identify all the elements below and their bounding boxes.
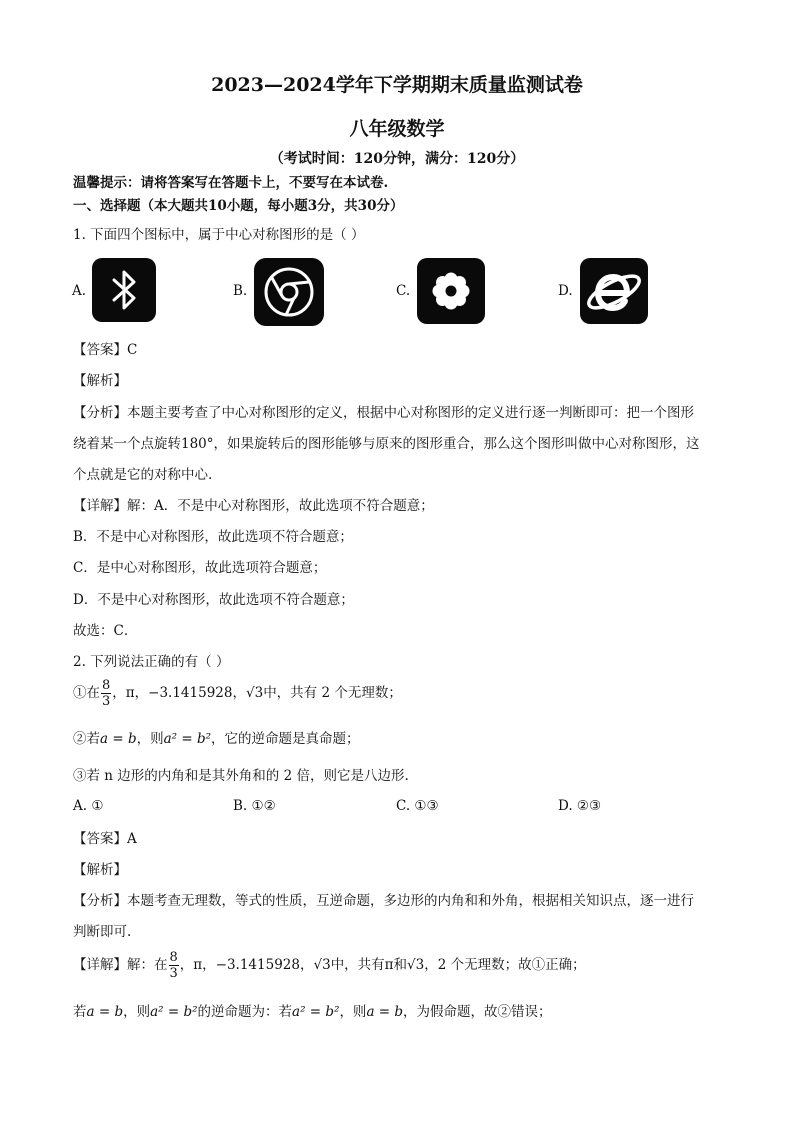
- q2-statement-1: ①在 $\frac{8}{3}$ ，π，−3.1415928，√3中，共有 2 个无理数；: [73, 678, 402, 709]
- exam-title: 2023—2024学年下学期期末质量监测试卷: [211, 74, 583, 96]
- q1-fenxi-line-1: 【分析】本题主要考查了中心对称图形的定义，根据中心对称图形的定义进行逐一判断即可：把一个图形: [73, 405, 694, 421]
- q2-fenxi-line-2: 判断即可.: [73, 924, 132, 940]
- q1-detail-line-1: 【详解】解：A．不是中心对称图形，故此选项不符合题意；: [73, 498, 434, 514]
- q2-statement-2: ②若a = b，则a² = b²，它的逆命题是真命题；: [73, 731, 360, 747]
- chrome-icon: [254, 258, 324, 326]
- internet-explorer-icon: [580, 258, 648, 324]
- q2-answer: 【答案】A: [73, 831, 137, 847]
- q2-detail-line-1: 【详解】解：在 $\frac{8}{3}$ ，π，−3.1415928，√3中，共有π和√3，2 个无理数；故①正确；: [73, 950, 586, 981]
- q2-option-b: B. ①②: [233, 798, 276, 814]
- q1-conclusion: 故选：C．: [73, 623, 138, 639]
- section-heading: 一、选择题（本大题共10小题，每小题3分，共30分）: [73, 198, 404, 214]
- q1-fenxi-line-3: 个点就是它的对称中心.: [73, 467, 213, 483]
- q2-statement-3: ③若 n 边形的内角和是其外角和的 2 倍，则它是八边形.: [73, 768, 409, 784]
- option-b-label: B.: [233, 283, 248, 299]
- exam-info: （考试时间：120分钟，满分：120分）: [269, 151, 525, 167]
- notice: 温馨提示：请将答案写在答题卡上，不要写在本试卷.: [73, 175, 389, 191]
- option-d-label: D.: [558, 283, 573, 299]
- option-a-label: A.: [72, 283, 87, 299]
- fraction-8-3: $\frac{8}{3}$: [169, 950, 178, 981]
- q1-analysis-tag: 【解析】: [73, 373, 127, 389]
- q2-analysis-tag: 【解析】: [73, 862, 127, 878]
- flower-icon: [417, 258, 485, 324]
- q1-fenxi-line-2: 绕着某一个点旋转180°，如果旋转后的图形能够与原来的图形重合，那么这个图形叫做中心对称图形，这: [73, 436, 700, 452]
- q1-detail-line-2: B．不是中心对称图形，故此选项不符合题意；: [73, 529, 353, 545]
- q1-detail-line-4: D．不是中心对称图形，故此选项不符合题意；: [73, 592, 354, 608]
- sqrt-3: √3: [245, 685, 264, 701]
- question-1-stem: 1. 下面四个图标中，属于中心对称图形的是（ ）: [73, 227, 365, 243]
- q2-fenxi-line-1: 【分析】本题考查无理数，等式的性质，互逆命题，多边形的内角和和外角，根据相关知识点，逐一进行: [73, 893, 694, 909]
- q2-option-c: C. ①③: [396, 798, 439, 814]
- q2-option-a: A. ①: [73, 798, 104, 814]
- q1-answer: 【答案】C: [73, 342, 138, 358]
- question-2-stem: 2. 下列说法正确的有（ ）: [73, 654, 230, 670]
- bluetooth-icon: [92, 258, 156, 322]
- exam-subtitle: 八年级数学: [349, 118, 445, 140]
- q2-option-d: D. ②③: [558, 798, 602, 814]
- q1-detail-line-3: C．是中心对称图形，故此选项符合题意；: [73, 560, 327, 576]
- q2-detail-line-2: 若a = b，则a² = b²的逆命题为：若a² = b²，则a = b，为假命题，故②错误；: [73, 1004, 552, 1020]
- option-c-label: C.: [396, 283, 411, 299]
- fraction-8-3: $\frac{8}{3}$: [102, 678, 111, 709]
